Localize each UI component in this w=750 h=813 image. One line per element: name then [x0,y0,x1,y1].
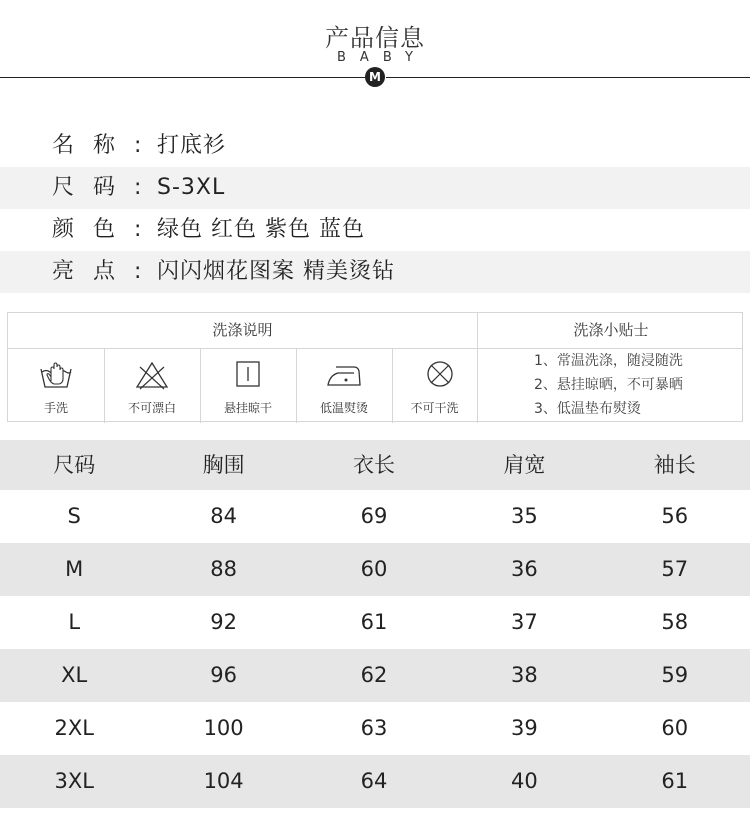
wash-tips-title: 洗涤小贴士 [573,321,649,339]
info-row-highlight [0,251,750,293]
info-label: 亮点: [52,259,161,284]
section-header [0,0,750,100]
table-row [0,649,750,702]
table-cell: 60 [661,716,689,740]
wash-tip: 3、低温垫布熨烫 [534,401,641,417]
table-row [0,755,750,808]
info-label: 名称: [52,133,161,158]
table-cell: S [67,504,81,528]
table-cell: 57 [661,557,689,581]
table-cell: 36 [511,557,538,581]
table-cell: L [68,610,81,634]
table-cell: 2XL [54,716,94,740]
info-label: 尺码: [52,175,161,200]
table-row [0,702,750,755]
table-cell: 39 [511,716,538,740]
table-header-cell: 肩宽 [503,453,546,477]
wash-cell-hang-dry [200,349,297,423]
wash-tip: 2、悬挂晾晒，不可暴晒 [534,377,683,393]
table-cell: 38 [511,663,538,687]
wash-cell-hand-wash [8,349,105,423]
info-label: 颜色: [52,217,161,242]
wash-label: 悬挂晾干 [223,401,272,415]
table-cell: 96 [210,663,237,687]
table-header-cell: 衣长 [353,453,395,477]
no-dry-clean-icon [422,357,458,393]
wash-cell-no-dry-clean [392,349,477,423]
info-value: 打底衫 [157,133,227,158]
wash-instructions-box [7,312,743,422]
low-iron-icon [326,357,362,393]
table-cell: 56 [661,504,689,528]
info-value: S-3XL [157,175,226,200]
info-row-name [0,125,750,167]
table-cell: XL [61,663,88,687]
table-cell: 64 [360,769,388,793]
hand-wash-icon [38,357,74,393]
table-cell: 92 [210,610,237,634]
size-table [0,440,750,808]
section-title: 产品信息 [325,24,425,52]
table-header-row [0,440,750,490]
table-cell: 59 [661,663,689,687]
divider-left [0,77,365,78]
wash-cell-low-iron [296,349,393,423]
section-subtitle: BABY [337,50,427,65]
wash-label: 不可干洗 [410,401,459,415]
hang-dry-icon [230,357,266,393]
table-cell: M [65,557,84,581]
table-cell: 104 [203,769,244,793]
info-row-size [0,167,750,209]
table-cell: 62 [360,663,388,687]
wash-tip: 1、常温洗涤，随浸随洗 [534,353,683,369]
table-cell: 61 [661,769,689,793]
table-cell: 58 [661,610,689,634]
info-row-color [0,209,750,251]
table-cell: 40 [511,769,538,793]
table-row [0,596,750,649]
wash-tips-list [478,349,744,421]
table-cell: 63 [360,716,388,740]
table-header-cell: 袖长 [653,453,696,477]
table-row [0,490,750,543]
info-value: 闪闪烟花图案 精美烫钻 [157,259,395,284]
table-cell: 88 [210,557,237,581]
table-header-cell: 尺码 [53,453,96,477]
product-info-list [0,125,750,293]
table-cell: 37 [511,610,538,634]
table-cell: 69 [360,504,388,528]
table-cell: 3XL [54,769,94,793]
no-bleach-icon [134,357,170,393]
table-cell: 100 [203,716,244,740]
table-row [0,543,750,596]
info-value: 绿色 红色 紫色 蓝色 [157,217,365,242]
table-cell: 84 [210,504,237,528]
m-badge-icon: M [365,67,385,87]
divider-right [386,77,750,78]
table-cell: 60 [360,557,388,581]
table-header-cell: 胸围 [202,453,245,477]
wash-title: 洗涤说明 [212,321,273,339]
table-cell: 35 [511,504,538,528]
wash-cell-no-bleach [104,349,201,423]
table-cell: 61 [360,610,388,634]
wash-label: 不可漂白 [127,401,176,415]
wash-label: 低温熨烫 [319,401,368,415]
wash-label: 手洗 [43,401,68,415]
